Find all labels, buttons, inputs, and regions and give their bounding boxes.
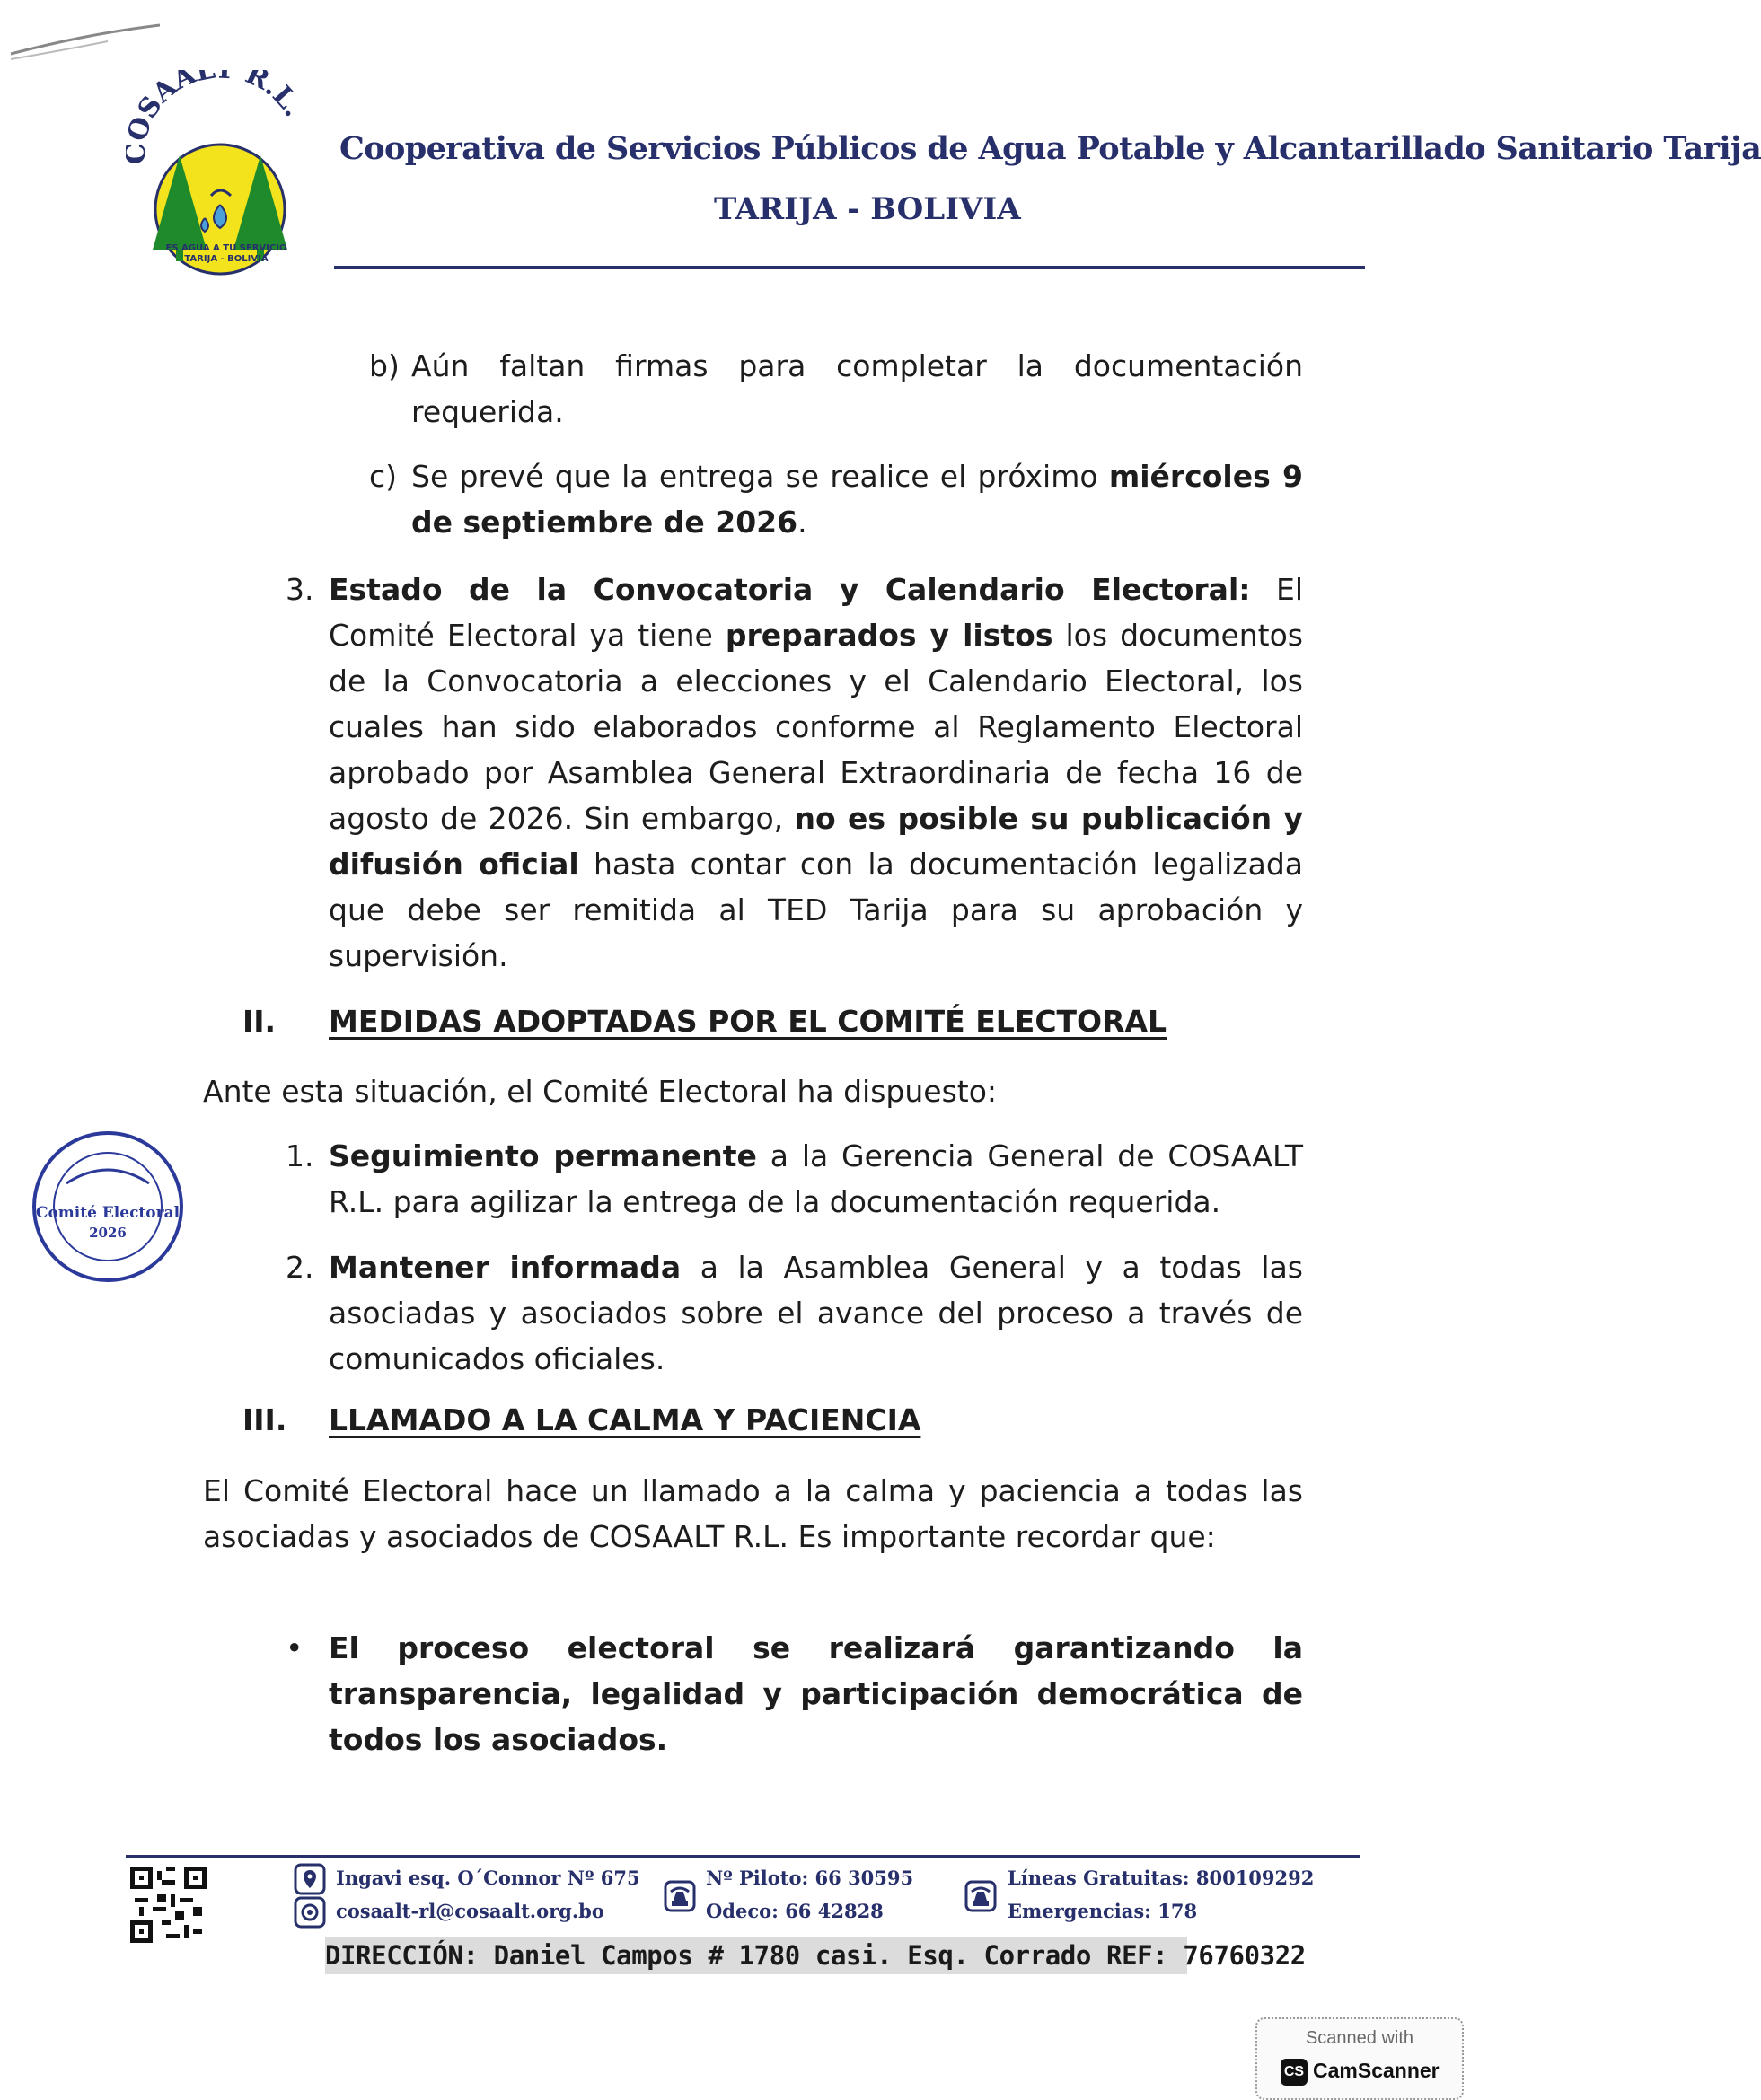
point-3-bold-1: preparados y listos [725,618,1053,653]
location-icon [295,1864,325,1894]
camscanner-name: CamScanner [1313,2059,1440,2082]
organization-location: TARIJA - BOLIVIA [714,191,1021,227]
item-c-marker: c) [369,459,398,494]
point-3-marker: 3. [286,572,314,607]
point-3-bold-2: no es posible su publicación y difusión oficial [329,801,1303,882]
measure-2-rest: a la Asamblea General y a todas las asociadas y asociados sobre el avance del proceso a través de comunicados oficiales. [329,1250,1304,1376]
measure-2-text [329,1244,1303,1382]
footer-piloto: Nº Piloto: 66 30595 [706,1867,914,1889]
point-3-text-1: El Comité Electoral ya tiene [329,572,1303,653]
section-2-title: MEDIDAS ADOPTADAS POR EL COMITÉ ELECTORAL [329,1004,1167,1039]
footer-direccion: DIRECCIÓN: Daniel Campos # 1780 casi. Esq. Corrado REF: 76760322 [325,1937,1187,1974]
footer-address: Ingavi esq. O´Connor Nº 675 [336,1867,640,1889]
footer-email[interactable]: cosaalt-rl@cosaalt.org.bo [336,1900,604,1922]
footer-lineas: Líneas Gratuitas: 800109292 [1008,1867,1315,1889]
organization-name: Cooperativa de Servicios Públicos de Agua Potable y Alcantarillado Sanitario Tarija [339,130,1761,167]
point-3-text [329,567,1303,979]
item-b-text: Aún faltan firmas para completar la documentación requerida. [411,348,1303,429]
item-c-text-after: . [797,505,807,540]
section-3-intro: El Comité Electoral hace un llamado a la calma y paciencia a todas las asociadas y asociados de COSAALT R.L. Es importante recordar que: [203,1473,1303,1554]
electoral-committee-stamp [31,1129,185,1284]
section-3-title: LLAMADO A LA CALMA Y PACIENCIA [329,1402,921,1437]
bullet-marker: • [286,1630,304,1665]
measure-1-rest: a la Gerencia General de COSAALT R.L. para agilizar la entrega de la documentación requerida. [329,1138,1303,1219]
logo-slogan [145,243,307,265]
item-c-text-before: Se prevé que la entrega se realice el próximo [411,459,1109,494]
camscanner-label: Scanned with [1305,2028,1414,2048]
point-3-text-2: los documentos de la Convocatoria a elecciones y el Calendario Electoral, los cuales han sido elaborados conforme al Reglamento Electoral aprobado por Asamblea General Extraordinaria de fecha 16 de agosto de 2026. Sin embargo, [329,618,1303,836]
section-3-numeral: III. [242,1402,287,1437]
stamp-line-2: 2026 [89,1225,127,1241]
section-2-intro: Ante esta situación, el Comité Electoral ha dispuesto: [203,1074,998,1109]
scan-artifact [9,18,162,63]
item-c-date: miércoles 9 de septiembre de 2026 [411,459,1303,540]
camscanner-badge [1255,2017,1464,2100]
measure-1-text [329,1133,1303,1225]
logo-slogan-line-1: ES AGUA A TU SERVICIO [165,243,287,253]
phone-icon [665,1881,695,1911]
footer-rule [126,1855,1360,1858]
measure-1-bold: Seguimiento permanente [329,1138,757,1173]
phone-icon [965,1881,996,1911]
measure-1-marker: 1. [286,1138,314,1173]
item-c-text [411,453,1303,545]
logo-slogan-line-2: TARIJA - BOLIVIA [184,254,269,264]
measure-2-marker: 2. [286,1250,314,1285]
stamp-line-1: Comité Electoral [35,1204,181,1222]
camscanner-logo-icon: CS [1281,2059,1308,2086]
header-rule [334,266,1365,269]
measure-2-bold: Mantener informada [329,1250,682,1285]
point-3-title: Estado de la Convocatoria y Calendario Electoral: [329,572,1251,607]
email-icon [295,1897,325,1928]
qr-code [130,1867,207,1943]
logo-text: SAAL R.L. [131,70,310,125]
footer-odeco: Odeco: 66 42828 [706,1900,884,1922]
item-b-marker: b) [369,348,400,383]
section-2-numeral: II. [242,1004,277,1039]
bullet-text: El proceso electoral se realizará garantizando la transparencia, legalidad y participación democrática de todos los asociados. [329,1630,1303,1757]
footer-emergencias: Emergencias: 178 [1008,1900,1198,1922]
point-3-text-3: hasta contar con la documentación legalizada que debe ser remitida al TED Tarija para su aprobación y supervisión. [329,847,1303,973]
